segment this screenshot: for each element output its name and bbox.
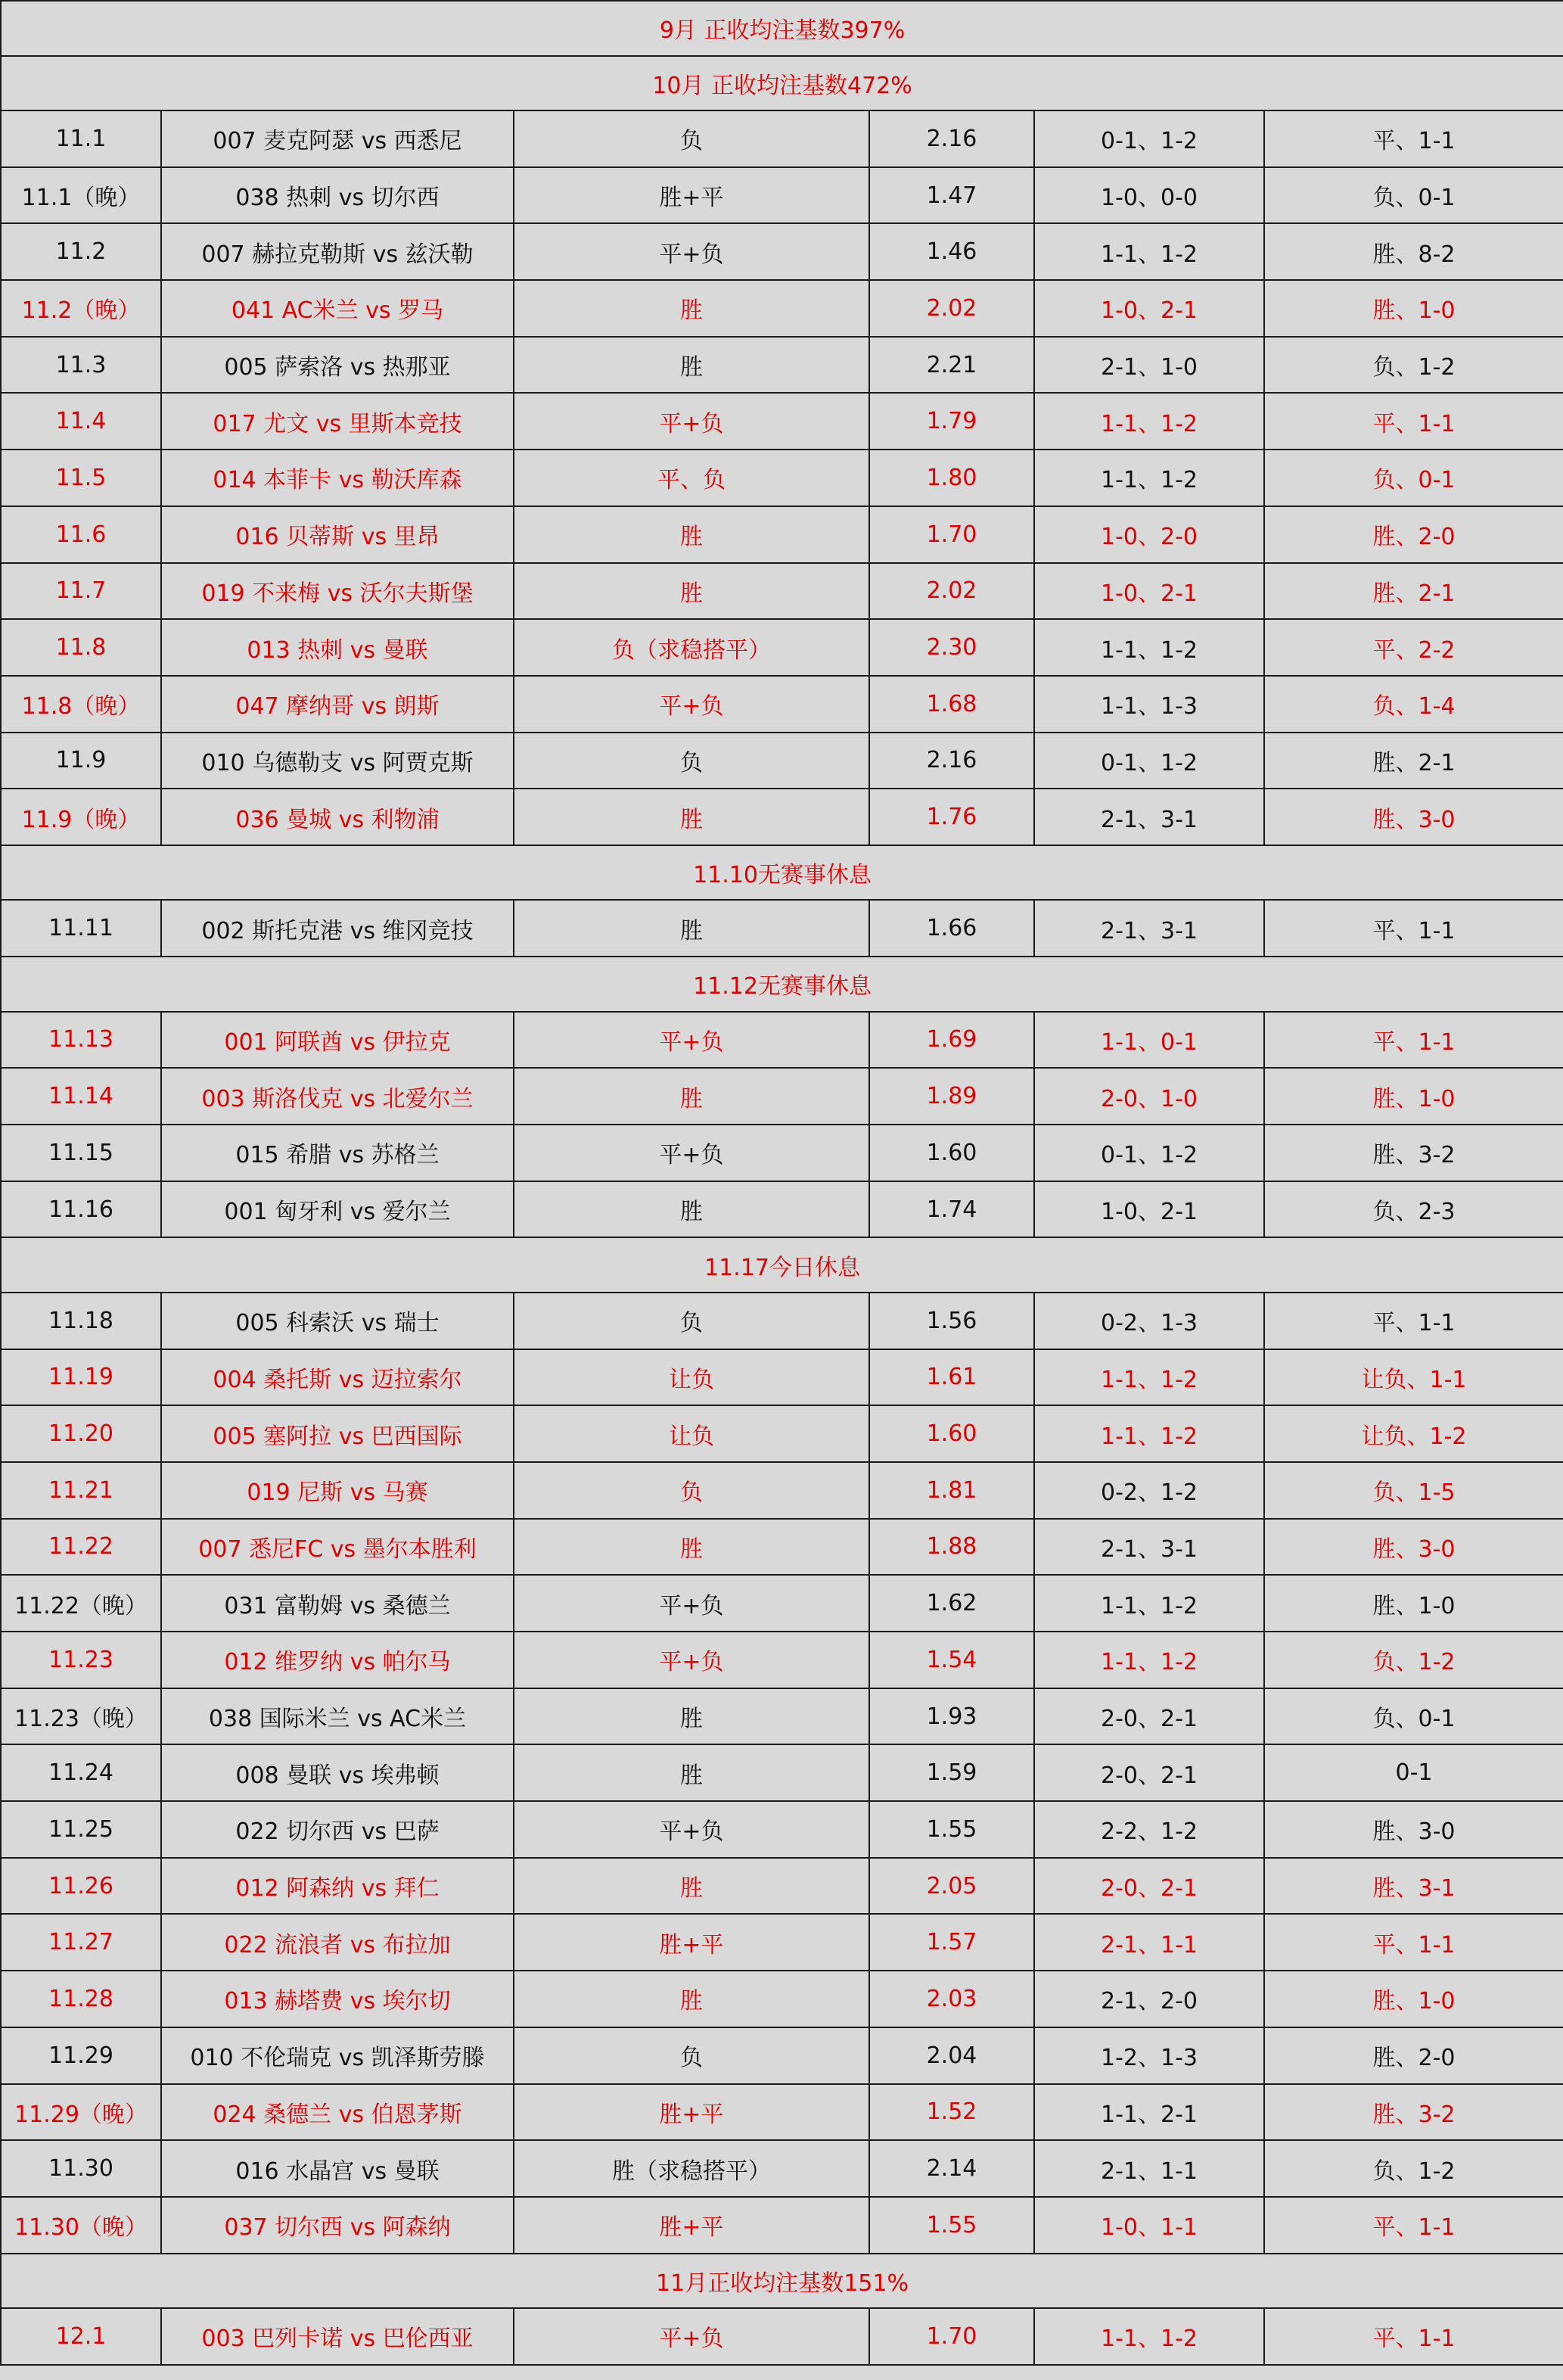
summary-text: 11月正收均注基数151% bbox=[1, 2254, 1563, 2309]
match-cell: 038 热刺 vs 切尔西 bbox=[161, 167, 514, 224]
match-cell: 007 悉尼FC vs 墨尔本胜利 bbox=[161, 1519, 514, 1576]
summary-text: 11.12无赛事休息 bbox=[1, 957, 1563, 1012]
match-cell: 001 匈牙利 vs 爱尔兰 bbox=[161, 1181, 514, 1238]
pick-cell: 平+负 bbox=[514, 2308, 869, 2365]
score-prediction-cell: 1-1、1-2 bbox=[1034, 1349, 1264, 1406]
pick-cell: 负 bbox=[514, 110, 869, 167]
date-cell: 11.22（晚） bbox=[1, 1575, 161, 1632]
result-cell: 胜、1-0 bbox=[1264, 280, 1563, 337]
pick-cell: 胜 bbox=[514, 1744, 869, 1801]
pick-cell: 胜+平 bbox=[514, 2197, 869, 2254]
pick-cell: 胜 bbox=[514, 1971, 869, 2027]
table-row bbox=[1, 1858, 1563, 1915]
table-row bbox=[1, 2308, 1563, 2365]
pick-cell: 胜 bbox=[514, 1858, 869, 1915]
result-cell: 负、1-5 bbox=[1264, 1462, 1563, 1519]
date-cell: 11.21 bbox=[1, 1462, 161, 1519]
result-cell: 平、1-1 bbox=[1264, 900, 1563, 957]
pick-cell: 平+负 bbox=[514, 1632, 869, 1688]
pick-cell: 胜 bbox=[514, 1181, 869, 1238]
result-cell: 胜、2-1 bbox=[1264, 733, 1563, 789]
date-cell: 11.18 bbox=[1, 1293, 161, 1349]
result-cell: 负、1-2 bbox=[1264, 1632, 1563, 1688]
odds-cell: 1.52 bbox=[869, 2084, 1034, 2141]
table-row bbox=[1, 1349, 1563, 1406]
score-prediction-cell: 2-1、2-0 bbox=[1034, 1971, 1264, 2027]
table-row bbox=[1, 1181, 1563, 1238]
date-cell: 11.8 bbox=[1, 619, 161, 676]
odds-cell: 1.62 bbox=[869, 1575, 1034, 1632]
score-prediction-cell: 1-0、1-1 bbox=[1034, 2197, 1264, 2254]
result-cell: 胜、1-0 bbox=[1264, 1068, 1563, 1125]
summary-row bbox=[1, 957, 1563, 1012]
score-prediction-cell: 1-1、1-2 bbox=[1034, 1405, 1264, 1462]
table-row bbox=[1, 2197, 1563, 2254]
match-cell: 005 科索沃 vs 瑞士 bbox=[161, 1293, 514, 1349]
pick-cell: 胜 bbox=[514, 1519, 869, 1576]
result-cell: 胜、3-2 bbox=[1264, 1125, 1563, 1181]
table-row bbox=[1, 450, 1563, 506]
odds-cell: 2.02 bbox=[869, 280, 1034, 337]
result-cell: 胜、2-0 bbox=[1264, 506, 1563, 563]
result-cell: 负、0-1 bbox=[1264, 450, 1563, 506]
odds-cell: 1.74 bbox=[869, 1181, 1034, 1238]
match-cell: 004 桑托斯 vs 迈拉索尔 bbox=[161, 1349, 514, 1406]
odds-cell: 1.76 bbox=[869, 789, 1034, 845]
odds-cell: 2.04 bbox=[869, 2027, 1034, 2084]
score-prediction-cell: 2-2、1-2 bbox=[1034, 1801, 1264, 1858]
score-prediction-cell: 1-1、2-1 bbox=[1034, 2084, 1264, 2141]
match-cell: 047 摩纳哥 vs 朗斯 bbox=[161, 676, 514, 733]
table-row bbox=[1, 280, 1563, 337]
table-row bbox=[1, 676, 1563, 733]
match-cell: 003 巴列卡诺 vs 巴伦西亚 bbox=[161, 2308, 514, 2365]
odds-cell: 1.80 bbox=[869, 450, 1034, 506]
table-row bbox=[1, 1068, 1563, 1125]
score-prediction-cell: 1-1、1-3 bbox=[1034, 676, 1264, 733]
pick-cell: 平+负 bbox=[514, 1125, 869, 1181]
result-cell: 平、1-1 bbox=[1264, 393, 1563, 450]
pick-cell: 平+负 bbox=[514, 1012, 869, 1069]
pick-cell: 胜 bbox=[514, 563, 869, 620]
pick-cell: 平+负 bbox=[514, 223, 869, 280]
score-prediction-cell: 2-1、3-1 bbox=[1034, 1519, 1264, 1576]
date-cell: 11.15 bbox=[1, 1125, 161, 1181]
match-cell: 016 水晶宫 vs 曼联 bbox=[161, 2140, 514, 2197]
odds-cell: 1.55 bbox=[869, 2197, 1034, 2254]
match-cell: 003 斯洛伐克 vs 北爱尔兰 bbox=[161, 1068, 514, 1125]
result-cell: 负、1-2 bbox=[1264, 2140, 1563, 2197]
odds-cell: 1.89 bbox=[869, 1068, 1034, 1125]
table-row bbox=[1, 110, 1563, 167]
score-prediction-cell: 0-1、1-2 bbox=[1034, 733, 1264, 789]
result-cell: 平、1-1 bbox=[1264, 2197, 1563, 2254]
result-cell: 胜、1-0 bbox=[1264, 1971, 1563, 2027]
match-cell: 010 不伦瑞克 vs 凯泽斯劳滕 bbox=[161, 2027, 514, 2084]
table-row bbox=[1, 1012, 1563, 1069]
odds-cell: 1.69 bbox=[869, 1012, 1034, 1069]
score-prediction-cell: 1-2、1-3 bbox=[1034, 2027, 1264, 2084]
odds-cell: 1.66 bbox=[869, 900, 1034, 957]
score-prediction-cell: 2-1、1-1 bbox=[1034, 2140, 1264, 2197]
date-cell: 11.26 bbox=[1, 1858, 161, 1915]
table-row bbox=[1, 223, 1563, 280]
date-cell: 11.2 bbox=[1, 223, 161, 280]
result-cell: 让负、1-2 bbox=[1264, 1405, 1563, 1462]
date-cell: 11.29（晚） bbox=[1, 2084, 161, 2141]
summary-text: 11.10无赛事休息 bbox=[1, 845, 1563, 901]
summary-text: 11.17今日休息 bbox=[1, 1237, 1563, 1293]
table-row bbox=[1, 619, 1563, 676]
table-row bbox=[1, 563, 1563, 620]
match-cell: 015 希腊 vs 苏格兰 bbox=[161, 1125, 514, 1181]
score-prediction-cell: 0-2、1-3 bbox=[1034, 1293, 1264, 1349]
result-cell: 平、2-2 bbox=[1264, 619, 1563, 676]
match-cell: 016 贝蒂斯 vs 里昂 bbox=[161, 506, 514, 563]
odds-cell: 2.16 bbox=[869, 733, 1034, 789]
match-cell: 010 乌德勒支 vs 阿贾克斯 bbox=[161, 733, 514, 789]
pick-cell: 胜（求稳搭平） bbox=[514, 2140, 869, 2197]
date-cell: 11.7 bbox=[1, 563, 161, 620]
odds-cell: 1.93 bbox=[869, 1688, 1034, 1745]
odds-cell: 1.60 bbox=[869, 1125, 1034, 1181]
match-cell: 008 曼联 vs 埃弗顿 bbox=[161, 1744, 514, 1801]
table-row bbox=[1, 1801, 1563, 1858]
score-prediction-cell: 0-1、1-2 bbox=[1034, 110, 1264, 167]
match-cell: 031 富勒姆 vs 桑德兰 bbox=[161, 1575, 514, 1632]
result-cell: 让负、1-1 bbox=[1264, 1349, 1563, 1406]
pick-cell: 负（求稳搭平） bbox=[514, 619, 869, 676]
date-cell: 11.24 bbox=[1, 1744, 161, 1801]
pick-cell: 胜+平 bbox=[514, 167, 869, 224]
date-cell: 12.1 bbox=[1, 2308, 161, 2365]
match-cell: 037 切尔西 vs 阿森纳 bbox=[161, 2197, 514, 2254]
table-row bbox=[1, 337, 1563, 394]
match-cell: 038 国际米兰 vs AC米兰 bbox=[161, 1688, 514, 1745]
odds-cell: 2.21 bbox=[869, 337, 1034, 394]
date-cell: 11.1（晚） bbox=[1, 167, 161, 224]
date-cell: 11.6 bbox=[1, 506, 161, 563]
score-prediction-cell: 1-0、2-1 bbox=[1034, 280, 1264, 337]
odds-cell: 1.60 bbox=[869, 1405, 1034, 1462]
pick-cell: 平、负 bbox=[514, 450, 869, 506]
pick-cell: 胜 bbox=[514, 280, 869, 337]
summary-row bbox=[1, 1, 1563, 56]
odds-cell: 2.03 bbox=[869, 1971, 1034, 2027]
match-cell: 013 赫塔费 vs 埃尔切 bbox=[161, 1971, 514, 2027]
pick-cell: 胜 bbox=[514, 506, 869, 563]
pick-cell: 胜 bbox=[514, 337, 869, 394]
date-cell: 11.25 bbox=[1, 1801, 161, 1858]
result-cell: 平、1-1 bbox=[1264, 1914, 1563, 1971]
table-row bbox=[1, 733, 1563, 789]
table-row bbox=[1, 2027, 1563, 2084]
score-prediction-cell: 2-1、3-1 bbox=[1034, 900, 1264, 957]
result-cell: 胜、3-1 bbox=[1264, 1858, 1563, 1915]
result-cell: 负、2-3 bbox=[1264, 1181, 1563, 1238]
score-prediction-cell: 1-0、2-0 bbox=[1034, 506, 1264, 563]
score-prediction-cell: 1-1、1-2 bbox=[1034, 1632, 1264, 1688]
match-cell: 019 尼斯 vs 马赛 bbox=[161, 1462, 514, 1519]
pick-cell: 负 bbox=[514, 2027, 869, 2084]
summary-text: 9月 正收均注基数397% bbox=[1, 1, 1563, 56]
pick-cell: 胜+平 bbox=[514, 1914, 869, 1971]
odds-cell: 2.05 bbox=[869, 1858, 1034, 1915]
result-cell: 0-1 bbox=[1264, 1744, 1563, 1801]
table-row bbox=[1, 2084, 1563, 2141]
date-cell: 11.30 bbox=[1, 2140, 161, 2197]
result-cell: 胜、2-0 bbox=[1264, 2027, 1563, 2084]
date-cell: 11.13 bbox=[1, 1012, 161, 1069]
date-cell: 11.23（晚） bbox=[1, 1688, 161, 1745]
date-cell: 11.29 bbox=[1, 2027, 161, 2084]
date-cell: 11.19 bbox=[1, 1349, 161, 1406]
table-row bbox=[1, 900, 1563, 957]
odds-cell: 2.02 bbox=[869, 563, 1034, 620]
score-prediction-cell: 1-1、1-2 bbox=[1034, 1575, 1264, 1632]
odds-cell: 1.46 bbox=[869, 223, 1034, 280]
summary-row bbox=[1, 56, 1563, 111]
odds-cell: 1.68 bbox=[869, 676, 1034, 733]
match-cell: 022 流浪者 vs 布拉加 bbox=[161, 1914, 514, 1971]
result-cell: 胜、2-1 bbox=[1264, 563, 1563, 620]
odds-cell: 1.81 bbox=[869, 1462, 1034, 1519]
table-row bbox=[1, 506, 1563, 563]
table-row bbox=[1, 1688, 1563, 1745]
odds-cell: 2.14 bbox=[869, 2140, 1034, 2197]
date-cell: 11.4 bbox=[1, 393, 161, 450]
score-prediction-cell: 1-1、0-1 bbox=[1034, 1012, 1264, 1069]
match-cell: 013 热刺 vs 曼联 bbox=[161, 619, 514, 676]
table-row bbox=[1, 1293, 1563, 1349]
summary-row bbox=[1, 1237, 1563, 1293]
pick-cell: 胜 bbox=[514, 789, 869, 845]
pick-cell: 胜 bbox=[514, 1068, 869, 1125]
table-row bbox=[1, 167, 1563, 224]
result-cell: 胜、1-0 bbox=[1264, 1575, 1563, 1632]
score-prediction-cell: 2-1、3-1 bbox=[1034, 789, 1264, 845]
table-row bbox=[1, 1744, 1563, 1801]
odds-cell: 1.59 bbox=[869, 1744, 1034, 1801]
odds-cell: 1.79 bbox=[869, 393, 1034, 450]
match-cell: 022 切尔西 vs 巴萨 bbox=[161, 1801, 514, 1858]
match-cell: 041 AC米兰 vs 罗马 bbox=[161, 280, 514, 337]
match-cell: 012 维罗纳 vs 帕尔马 bbox=[161, 1632, 514, 1688]
pick-cell: 胜 bbox=[514, 1688, 869, 1745]
date-cell: 11.27 bbox=[1, 1914, 161, 1971]
date-cell: 11.23 bbox=[1, 1632, 161, 1688]
result-cell: 负、0-1 bbox=[1264, 1688, 1563, 1745]
table-body bbox=[1, 1, 1563, 2365]
odds-cell: 1.47 bbox=[869, 167, 1034, 224]
result-cell: 胜、3-0 bbox=[1264, 789, 1563, 845]
score-prediction-cell: 2-1、1-1 bbox=[1034, 1914, 1264, 1971]
date-cell: 11.8（晚） bbox=[1, 676, 161, 733]
table-row bbox=[1, 1971, 1563, 2027]
score-prediction-cell: 1-1、1-2 bbox=[1034, 223, 1264, 280]
date-cell: 11.11 bbox=[1, 900, 161, 957]
score-prediction-cell: 2-0、1-0 bbox=[1034, 1068, 1264, 1125]
date-cell: 11.16 bbox=[1, 1181, 161, 1238]
result-cell: 胜、3-0 bbox=[1264, 1519, 1563, 1576]
match-cell: 012 阿森纳 vs 拜仁 bbox=[161, 1858, 514, 1915]
result-cell: 胜、3-0 bbox=[1264, 1801, 1563, 1858]
score-prediction-cell: 2-1、1-0 bbox=[1034, 337, 1264, 394]
date-cell: 11.30（晚） bbox=[1, 2197, 161, 2254]
table-row bbox=[1, 789, 1563, 845]
date-cell: 11.14 bbox=[1, 1068, 161, 1125]
summary-row bbox=[1, 845, 1563, 901]
score-prediction-cell: 0-2、1-2 bbox=[1034, 1462, 1264, 1519]
result-cell: 负、0-1 bbox=[1264, 167, 1563, 224]
pick-cell: 让负 bbox=[514, 1349, 869, 1406]
match-cell: 005 萨索洛 vs 热那亚 bbox=[161, 337, 514, 394]
match-cell: 007 赫拉克勒斯 vs 兹沃勒 bbox=[161, 223, 514, 280]
result-cell: 平、1-1 bbox=[1264, 1293, 1563, 1349]
date-cell: 11.5 bbox=[1, 450, 161, 506]
match-cell: 019 不来梅 vs 沃尔夫斯堡 bbox=[161, 563, 514, 620]
pick-cell: 平+负 bbox=[514, 676, 869, 733]
score-prediction-cell: 0-1、1-2 bbox=[1034, 1125, 1264, 1181]
odds-cell: 1.56 bbox=[869, 1293, 1034, 1349]
result-cell: 负、1-2 bbox=[1264, 337, 1563, 394]
result-cell: 胜、8-2 bbox=[1264, 223, 1563, 280]
date-cell: 11.3 bbox=[1, 337, 161, 394]
match-cell: 007 麦克阿瑟 vs 西悉尼 bbox=[161, 110, 514, 167]
table-row bbox=[1, 393, 1563, 450]
pick-cell: 胜+平 bbox=[514, 2084, 869, 2141]
score-prediction-cell: 1-1、1-2 bbox=[1034, 393, 1264, 450]
score-prediction-cell: 2-0、2-1 bbox=[1034, 1688, 1264, 1745]
pick-cell: 负 bbox=[514, 1462, 869, 1519]
odds-cell: 1.57 bbox=[869, 1914, 1034, 1971]
odds-cell: 1.88 bbox=[869, 1519, 1034, 1576]
pick-cell: 让负 bbox=[514, 1405, 869, 1462]
score-prediction-cell: 1-0、0-0 bbox=[1034, 167, 1264, 224]
summary-row bbox=[1, 2254, 1563, 2309]
date-cell: 11.9 bbox=[1, 733, 161, 789]
score-prediction-cell: 1-0、2-1 bbox=[1034, 1181, 1264, 1238]
result-cell: 平、1-1 bbox=[1264, 1012, 1563, 1069]
score-prediction-cell: 1-1、1-2 bbox=[1034, 450, 1264, 506]
date-cell: 11.1 bbox=[1, 110, 161, 167]
match-cell: 001 阿联酋 vs 伊拉克 bbox=[161, 1012, 514, 1069]
match-cell: 005 塞阿拉 vs 巴西国际 bbox=[161, 1405, 514, 1462]
table-row bbox=[1, 1914, 1563, 1971]
pick-cell: 平+负 bbox=[514, 1575, 869, 1632]
date-cell: 11.28 bbox=[1, 1971, 161, 2027]
result-cell: 负、1-4 bbox=[1264, 676, 1563, 733]
pick-cell: 平+负 bbox=[514, 393, 869, 450]
table-row bbox=[1, 1632, 1563, 1688]
odds-cell: 2.16 bbox=[869, 110, 1034, 167]
match-cell: 014 本菲卡 vs 勒沃库森 bbox=[161, 450, 514, 506]
date-cell: 11.9（晚） bbox=[1, 789, 161, 845]
table-row bbox=[1, 1462, 1563, 1519]
score-prediction-cell: 2-0、2-1 bbox=[1034, 1858, 1264, 1915]
pick-cell: 平+负 bbox=[514, 1801, 869, 1858]
pick-cell: 负 bbox=[514, 1293, 869, 1349]
odds-cell: 1.61 bbox=[869, 1349, 1034, 1406]
date-cell: 11.2（晚） bbox=[1, 280, 161, 337]
table-row bbox=[1, 1125, 1563, 1181]
odds-cell: 1.54 bbox=[869, 1632, 1034, 1688]
match-cell: 002 斯托克港 vs 维冈竞技 bbox=[161, 900, 514, 957]
score-prediction-cell: 1-0、2-1 bbox=[1034, 563, 1264, 620]
match-cell: 024 桑德兰 vs 伯恩茅斯 bbox=[161, 2084, 514, 2141]
score-prediction-cell: 2-0、2-1 bbox=[1034, 1744, 1264, 1801]
score-prediction-cell: 1-1、1-2 bbox=[1034, 619, 1264, 676]
table-row bbox=[1, 1405, 1563, 1462]
table-row bbox=[1, 1519, 1563, 1576]
odds-cell: 2.30 bbox=[869, 619, 1034, 676]
pick-cell: 负 bbox=[514, 733, 869, 789]
summary-text: 10月 正收均注基数472% bbox=[1, 56, 1563, 111]
date-cell: 11.22 bbox=[1, 1519, 161, 1576]
table-row bbox=[1, 2140, 1563, 2197]
odds-cell: 1.55 bbox=[869, 1801, 1034, 1858]
date-cell: 11.20 bbox=[1, 1405, 161, 1462]
score-prediction-cell: 1-1、1-2 bbox=[1034, 2308, 1264, 2365]
result-cell: 平、1-1 bbox=[1264, 110, 1563, 167]
result-cell: 胜、3-2 bbox=[1264, 2084, 1563, 2141]
odds-cell: 1.70 bbox=[869, 506, 1034, 563]
table-row bbox=[1, 1575, 1563, 1632]
result-cell: 平、1-1 bbox=[1264, 2308, 1563, 2365]
match-cell: 017 尤文 vs 里斯本竞技 bbox=[161, 393, 514, 450]
pick-cell: 胜 bbox=[514, 900, 869, 957]
odds-cell: 1.70 bbox=[869, 2308, 1034, 2365]
match-cell: 036 曼城 vs 利物浦 bbox=[161, 789, 514, 845]
